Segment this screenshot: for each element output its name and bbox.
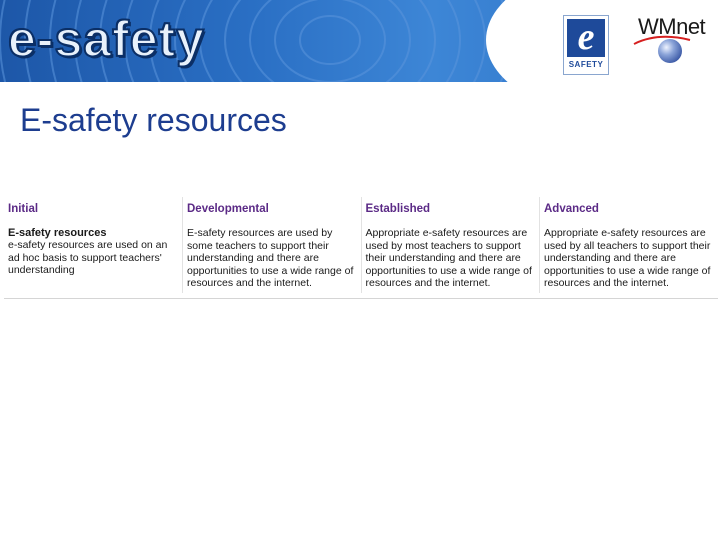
- e-letter: e: [577, 16, 595, 58]
- column-heading: Developmental: [187, 203, 269, 215]
- esafety-logo: [563, 15, 609, 75]
- column-heading: Initial: [8, 203, 39, 215]
- column-text: Appropriate e-safety resources are used by all teachers to support their understanding and there are opportunities to use a wide range of resources and the internet.: [544, 227, 711, 289]
- column-subheading: E-safety resources: [8, 227, 107, 239]
- column-text: e-safety resources are used on an ad hoc basis to support teachers' understanding: [8, 239, 168, 276]
- banner-title: e-safety: [8, 11, 205, 67]
- e-badge: [567, 16, 605, 58]
- table-bottom-rule: [4, 298, 718, 299]
- column-text: E-safety resources are used by some teachers to support their understanding and there are opportunities to use a wide range of resources and the internet.: [187, 227, 354, 289]
- globe-icon: [628, 10, 698, 70]
- column-text: Appropriate e-safety resources are used by most teachers to support their understanding and there are opportunities to use a wide range of resources and the internet.: [365, 227, 532, 289]
- page-title: E-safety resources: [20, 102, 287, 138]
- rubric-cell-initial: [4, 197, 183, 293]
- rubric-cell-advanced: [540, 197, 719, 293]
- wmnet-logo-text: WMnet: [638, 14, 706, 39]
- column-heading: Advanced: [544, 203, 599, 215]
- rubric-cell-developmental: [183, 197, 362, 293]
- column-heading: Established: [365, 203, 431, 215]
- rubric-table: [4, 197, 718, 293]
- esafety-logo-word: SAFETY: [568, 60, 604, 69]
- wmnet-logo: [628, 10, 706, 70]
- rubric-row: [4, 197, 718, 293]
- rubric-cell-established: [361, 197, 540, 293]
